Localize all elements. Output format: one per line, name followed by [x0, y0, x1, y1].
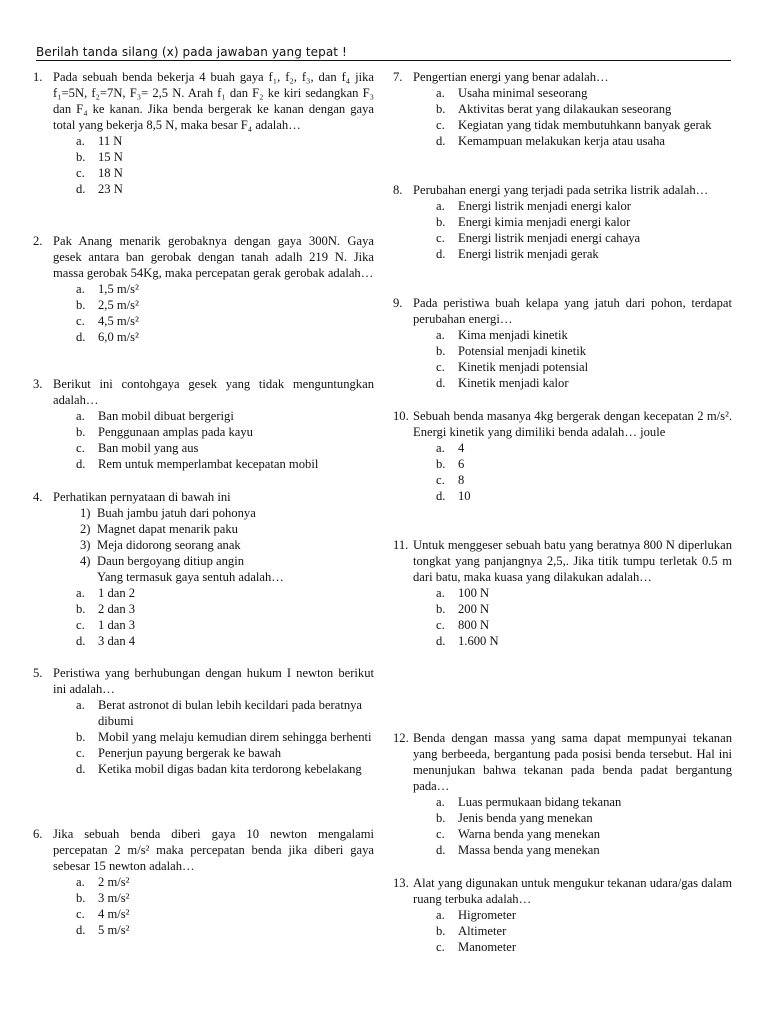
- question-text: Peristiwa yang berhubungan dengan hukum I newton berikut ini adalah…: [53, 666, 374, 696]
- question-13: [393, 875, 732, 955]
- question-prompt: Yang termasuk gaya sentuh adalah…: [97, 570, 284, 584]
- question-number: 6.: [33, 827, 43, 841]
- option-text: Ketika mobil digas badan kita terdorong kebelakang: [98, 762, 362, 776]
- answer-option: [76, 329, 374, 345]
- question-7: [393, 69, 732, 149]
- option-text: Energi listrik menjadi energi kalor: [458, 199, 632, 213]
- option-letter: b.: [436, 811, 446, 825]
- answer-option: [76, 313, 374, 329]
- option-list: [436, 585, 732, 649]
- option-letter: d.: [76, 923, 86, 937]
- option-letter: d.: [76, 762, 86, 776]
- answer-option: [436, 601, 732, 617]
- answer-option: [436, 117, 732, 133]
- option-letter: c.: [76, 441, 85, 455]
- question-text: Pada peristiwa buah kelapa yang jatuh dari pohon, terdapat perubahan energi…: [413, 296, 732, 326]
- answer-option: [436, 923, 732, 939]
- option-letter: a.: [76, 875, 85, 889]
- answer-option: [436, 585, 732, 601]
- option-letter: c.: [436, 231, 445, 245]
- option-text: Jenis benda yang menekan: [458, 811, 593, 825]
- question-number: 3.: [33, 377, 43, 391]
- option-text: 6: [458, 457, 465, 471]
- option-text: 4,5 m/s²: [98, 314, 139, 328]
- question-number: 2.: [33, 234, 43, 248]
- answer-option: [436, 440, 732, 456]
- option-letter: c.: [76, 746, 85, 760]
- option-letter: b.: [436, 602, 446, 616]
- option-list: [76, 281, 374, 345]
- option-text: Kima menjadi kinetik: [458, 328, 568, 342]
- answer-option: [436, 133, 732, 149]
- option-letter: d.: [76, 457, 86, 471]
- option-letter: a.: [76, 282, 85, 296]
- question-12: [393, 730, 732, 858]
- option-letter: a.: [436, 908, 445, 922]
- answer-option: [76, 617, 374, 633]
- option-text: Aktivitas berat yang dilakaukan seseorang: [458, 102, 672, 116]
- answer-option: [436, 907, 732, 923]
- option-letter: c.: [76, 314, 85, 328]
- statement-number: 1): [80, 506, 91, 520]
- option-list: [76, 697, 374, 777]
- option-letter: b.: [76, 298, 86, 312]
- option-letter: b.: [76, 425, 86, 439]
- statement-item: [80, 537, 374, 553]
- answer-option: [436, 633, 732, 649]
- option-letter: d.: [436, 247, 446, 261]
- option-text: 8: [458, 473, 465, 487]
- option-text: Usaha minimal seseorang: [458, 86, 588, 100]
- question-text: Sebuah benda masanya 4kg bergerak dengan kecepatan 2 m/s². Energi kinetik yang dimiliki benda adalah… joule: [413, 409, 732, 439]
- answer-option: [436, 456, 732, 472]
- option-text: 4: [458, 441, 465, 455]
- option-text: 100 N: [458, 586, 490, 600]
- question-text: Pak Anang menarik gerobaknya dengan gaya 300N. Gaya gesek antara ban gerobak dengan tanah adalh 219 N. Jika massa gerobak 54Kg, maka percepatan gerak gerobak adalah…: [53, 234, 374, 280]
- option-text: Penerjun payung bergerak ke bawah: [98, 746, 282, 760]
- statement-text: Buah jambu jatuh dari pohonya: [97, 506, 256, 520]
- option-text: 15 N: [98, 150, 123, 164]
- answer-option: [76, 181, 374, 197]
- answer-option: [436, 375, 732, 391]
- option-letter: d.: [436, 843, 446, 857]
- option-text: 3 dan 4: [98, 634, 136, 648]
- option-text: Penggunaan amplas pada kayu: [98, 425, 253, 439]
- question-8: [393, 182, 732, 262]
- option-list: [436, 794, 732, 858]
- answer-option: [436, 85, 732, 101]
- question-text: Pada sebuah benda bekerja 4 buah gaya f₁, f₂, f₃, dan f₄ jika f₁=5N, f₂=7N, F₃= 2,5 N. Arah f₁ dan F₂ ke kiri sedangkan F₃ dan F₄ ke kanan. Jika benda bergerak ke kanan dengan gaya total yang bekerja 8,5 N, maka besar F₄ adalah…: [53, 70, 374, 132]
- answer-option: [436, 810, 732, 826]
- option-list: [76, 133, 374, 197]
- statement-text: Magnet dapat menarik paku: [97, 522, 238, 536]
- question-text: Perubahan energi yang terjadi pada setrika listrik adalah…: [413, 183, 709, 197]
- answer-option: [76, 424, 374, 440]
- instruction-text: Berilah tanda silang (x) pada jawaban yang tepat !: [36, 45, 347, 59]
- header-divider: [36, 60, 731, 61]
- statement-number: 2): [80, 522, 91, 536]
- option-text: Kemampuan melakukan kerja atau usaha: [458, 134, 666, 148]
- answer-option: [76, 297, 374, 313]
- statement-item: [80, 521, 374, 537]
- option-letter: a.: [76, 134, 85, 148]
- option-letter: a.: [436, 328, 445, 342]
- answer-option: [76, 456, 374, 472]
- answer-option: [76, 133, 374, 149]
- answer-option: [76, 890, 374, 906]
- question-number: 7.: [393, 70, 403, 84]
- option-letter: b.: [76, 730, 86, 744]
- question-9: [393, 295, 732, 391]
- option-text: Energi listrik menjadi energi cahaya: [458, 231, 641, 245]
- option-list: [76, 874, 374, 938]
- option-text: 200 N: [458, 602, 490, 616]
- question-text: Perhatikan pernyataan di bawah ini: [53, 490, 231, 504]
- option-text: Manometer: [458, 940, 517, 954]
- question-text: Berikut ini contohgaya gesek yang tidak menguntungkan adalah…: [53, 377, 374, 407]
- option-text: 1 dan 2: [98, 586, 136, 600]
- option-letter: d.: [436, 134, 446, 148]
- option-letter: a.: [76, 409, 85, 423]
- question-number: 11.: [393, 538, 409, 552]
- option-letter: b.: [76, 891, 86, 905]
- option-text: 2,5 m/s²: [98, 298, 139, 312]
- statement-number: 3): [80, 538, 91, 552]
- option-letter: a.: [436, 795, 445, 809]
- question-text: Benda dengan massa yang sama dapat mempunyai tekanan yang berbeeda, bergantung pada posisi benda tersebut. Hal ini menunjukan bahwa tekanan pada benda padat bergantung pada…: [413, 731, 732, 793]
- question-number: 10.: [393, 409, 409, 423]
- statement-item: [80, 553, 374, 569]
- option-text: Energi kimia menjadi energi kalor: [458, 215, 631, 229]
- option-text: 800 N: [458, 618, 490, 632]
- option-letter: d.: [76, 182, 86, 196]
- answer-option: [76, 761, 374, 777]
- statement-text: Daun bergoyang ditiup angin: [97, 554, 245, 568]
- question-2: [33, 233, 374, 345]
- option-text: 2 dan 3: [98, 602, 136, 616]
- option-letter: b.: [436, 924, 446, 938]
- option-text: 1.600 N: [458, 634, 499, 648]
- option-list: [436, 907, 732, 955]
- question-11: [393, 537, 732, 649]
- question-text: Jika sebuah benda diberi gaya 10 newton mengalami percepatan 2 m/s² maka percepatan benda jika diberi gaya sebesar 15 newton adalah…: [53, 827, 374, 873]
- question-text: Alat yang digunakan untuk mengukur tekanan udara/gas dalam ruang terbuka adalah…: [413, 876, 732, 906]
- statement-number: 4): [80, 554, 91, 568]
- answer-option: [76, 165, 374, 181]
- option-letter: c.: [436, 940, 445, 954]
- question-6: [33, 826, 374, 938]
- option-letter: d.: [436, 489, 446, 503]
- option-text: Massa benda yang menekan: [458, 843, 600, 857]
- answer-option: [76, 149, 374, 165]
- option-letter: b.: [76, 602, 86, 616]
- option-text: Potensial menjadi kinetik: [458, 344, 587, 358]
- statement-list: [80, 505, 374, 569]
- answer-option: [436, 214, 732, 230]
- option-letter: b.: [76, 150, 86, 164]
- option-text: 2 m/s²: [98, 875, 130, 889]
- option-text: Mobil yang melaju kemudian direm sehingga berhenti: [98, 730, 372, 744]
- option-letter: a.: [436, 86, 445, 100]
- answer-option: [436, 327, 732, 343]
- option-letter: a.: [436, 441, 445, 455]
- answer-option: [76, 281, 374, 297]
- question-5: [33, 665, 374, 777]
- option-list: [436, 327, 732, 391]
- option-list: [436, 85, 732, 149]
- option-letter: d.: [436, 634, 446, 648]
- answer-option: [76, 633, 374, 649]
- answer-option: [436, 939, 732, 955]
- question-number: 12.: [393, 731, 409, 745]
- question-number: 4.: [33, 490, 43, 504]
- option-letter: b.: [436, 344, 446, 358]
- option-letter: d.: [76, 330, 86, 344]
- answer-option: [436, 842, 732, 858]
- option-list: [76, 408, 374, 472]
- question-text: Pengertian energi yang benar adalah…: [413, 70, 609, 84]
- answer-option: [436, 343, 732, 359]
- statement-item: [80, 505, 374, 521]
- option-letter: a.: [436, 199, 445, 213]
- option-letter: c.: [436, 473, 445, 487]
- option-text: 6,0 m/s²: [98, 330, 139, 344]
- question-number: 5.: [33, 666, 43, 680]
- option-text: 3 m/s²: [98, 891, 130, 905]
- option-list: [76, 585, 374, 649]
- answer-option: [76, 440, 374, 456]
- option-letter: b.: [436, 102, 446, 116]
- answer-option: [436, 794, 732, 810]
- option-letter: c.: [436, 618, 445, 632]
- option-text: Ban mobil dibuat bergerigi: [98, 409, 234, 423]
- answer-option: [436, 246, 732, 262]
- option-text: 11 N: [98, 134, 123, 148]
- option-list: [436, 440, 732, 504]
- answer-option: [436, 472, 732, 488]
- question-3: [33, 376, 374, 472]
- option-text: Kinetik menjadi kalor: [458, 376, 569, 390]
- option-text: Energi listrik menjadi gerak: [458, 247, 599, 261]
- option-letter: c.: [76, 166, 85, 180]
- answer-option: [436, 101, 732, 117]
- answer-option: [76, 922, 374, 938]
- option-letter: a.: [436, 586, 445, 600]
- option-text: 23 N: [98, 182, 123, 196]
- answer-option: [436, 826, 732, 842]
- answer-option: [76, 745, 374, 761]
- option-list: [436, 198, 732, 262]
- option-letter: c.: [436, 827, 445, 841]
- answer-option: [436, 230, 732, 246]
- question-number: 1.: [33, 70, 43, 84]
- option-text: Warna benda yang menekan: [458, 827, 600, 841]
- question-number: 8.: [393, 183, 403, 197]
- option-letter: d.: [76, 634, 86, 648]
- option-text: Luas permukaan bidang tekanan: [458, 795, 622, 809]
- option-text: Berat astronot di bulan lebih kecildari pada beratnya dibumi: [98, 698, 363, 728]
- option-text: Kinetik menjadi potensial: [458, 360, 589, 374]
- option-letter: c.: [436, 360, 445, 374]
- question-1: [33, 69, 374, 197]
- answer-option: [436, 488, 732, 504]
- answer-option: [76, 697, 374, 729]
- answer-option: [436, 359, 732, 375]
- option-text: Ban mobil yang aus: [98, 441, 199, 455]
- option-text: 5 m/s²: [98, 923, 130, 937]
- answer-option: [76, 408, 374, 424]
- option-text: Altimeter: [458, 924, 507, 938]
- question-number: 13.: [393, 876, 409, 890]
- option-text: Higrometer: [458, 908, 517, 922]
- option-letter: d.: [436, 376, 446, 390]
- answer-option: [436, 198, 732, 214]
- option-letter: c.: [76, 907, 85, 921]
- option-text: 4 m/s²: [98, 907, 130, 921]
- answer-option: [436, 617, 732, 633]
- question-number: 9.: [393, 296, 403, 310]
- answer-option: [76, 906, 374, 922]
- answer-option: [76, 601, 374, 617]
- answer-option: [76, 585, 374, 601]
- option-text: Kegiatan yang tidak membutuhkann banyak gerak: [458, 118, 712, 132]
- statement-text: Meja didorong seorang anak: [97, 538, 241, 552]
- option-letter: c.: [76, 618, 85, 632]
- question-10: [393, 408, 732, 504]
- answer-option: [76, 729, 374, 745]
- option-letter: b.: [436, 215, 446, 229]
- option-text: 10: [458, 489, 471, 503]
- option-text: 1,5 m/s²: [98, 282, 139, 296]
- option-text: 18 N: [98, 166, 123, 180]
- option-letter: c.: [436, 118, 445, 132]
- option-letter: b.: [436, 457, 446, 471]
- answer-option: [76, 874, 374, 890]
- option-letter: a.: [76, 586, 85, 600]
- question-text: Untuk menggeser sebuah batu yang beratnya 800 N diperlukan tongkat yang panjangnya 2,5,. Jika titik tumpu terletak 0.5 m dari batu, maka kuasa yang dilakukan adalah…: [413, 538, 732, 584]
- question-4: [33, 489, 374, 649]
- option-text: 1 dan 3: [98, 618, 136, 632]
- option-text: Rem untuk memperlambat kecepatan mobil: [98, 457, 319, 471]
- option-letter: a.: [76, 698, 85, 712]
